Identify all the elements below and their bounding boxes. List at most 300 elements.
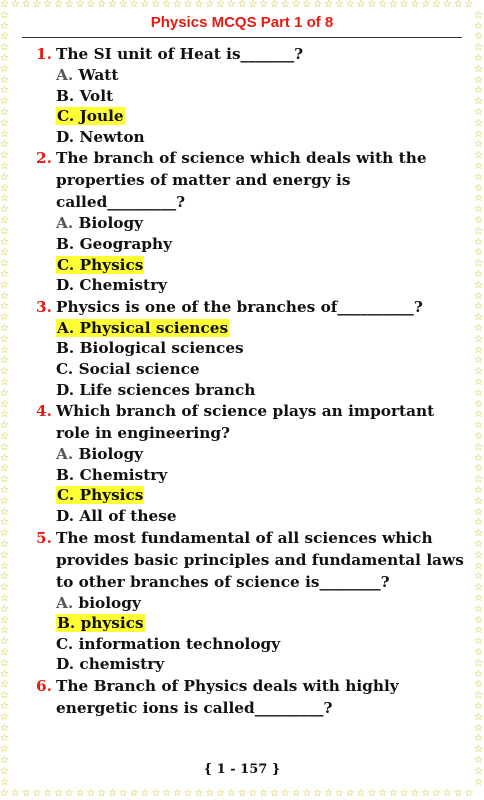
border-star-icon: ☆ [453,0,463,10]
border-star-icon: ☆ [474,539,483,550]
border-star-icon: ☆ [32,0,42,10]
border-star-icon: ☆ [0,431,9,442]
border-star-icon: ☆ [0,679,9,691]
border-star-icon: ☆ [474,711,483,723]
border-star-icon: ☆ [474,582,483,594]
option-label: D. [56,127,75,146]
option-text: Biology [78,445,144,464]
option-text: biology [78,593,141,612]
border-star-icon: ☆ [474,312,483,324]
option-label: D. [56,655,75,674]
border-star-icon: ☆ [151,788,161,799]
border-star-icon: ☆ [0,788,9,799]
question-text [32,527,468,593]
border-star-icon: ☆ [248,788,258,799]
border-star-icon: ☆ [474,420,483,432]
border-star-icon: ☆ [21,788,31,799]
option-content [56,655,164,673]
option-label: C. [57,107,75,126]
border-star-icon: ☆ [474,290,483,302]
answer-option [32,338,468,359]
border-star-icon: ☆ [0,323,9,334]
border-star-icon: ☆ [0,614,9,626]
border-star-icon: ☆ [216,0,225,10]
page [14,10,470,790]
border-star-icon: ☆ [0,420,9,432]
border-star-icon: ☆ [442,788,452,799]
border-star-icon: ☆ [97,0,107,10]
border-star-icon: ☆ [248,0,258,10]
border-star-icon: ☆ [313,0,323,10]
option-label: D. [56,380,75,399]
border-star-icon: ☆ [0,301,9,313]
question-text [32,400,468,444]
border-star-icon: ☆ [226,0,236,10]
border-star-icon: ☆ [0,647,9,658]
border-star-icon: ☆ [0,485,9,496]
border-star-icon: ☆ [183,788,193,799]
border-star-icon: ☆ [0,733,9,745]
border-star-icon: ☆ [399,788,409,799]
border-star-icon: ☆ [0,31,9,43]
border-star-icon: ☆ [0,571,9,583]
border-star-icon: ☆ [86,0,96,10]
option-text: Physics [79,255,144,274]
option-label: C. [57,486,75,505]
question-body: The Branch of Physics deals with highly energetic ions is called_________? [56,676,399,717]
border-star-icon: ☆ [474,96,483,108]
border-star-icon: ☆ [0,53,9,64]
option-text: Physics [79,486,144,505]
border-star-icon: ☆ [474,636,483,648]
option-label: A. [56,593,74,612]
border-star-icon: ☆ [378,788,387,799]
border-star-icon: ☆ [0,776,9,788]
option-label: C. [57,255,75,274]
border-star-icon: ☆ [345,0,355,10]
border-star-icon: ☆ [313,788,323,799]
border-star-icon: ☆ [474,701,483,712]
option-text: Watt [78,66,119,84]
page-number: { 1 - 157 } [203,762,281,777]
border-star-icon: ☆ [0,701,9,712]
border-star-icon: ☆ [0,495,9,507]
border-star-icon: ☆ [474,247,483,259]
question-list [32,43,468,719]
border-star-icon: ☆ [0,398,9,410]
border-star-icon: ☆ [118,788,128,799]
correct-answer-option [32,255,468,276]
border-star-icon: ☆ [0,236,9,248]
border-star-icon: ☆ [0,722,9,734]
border-star-icon: ☆ [474,128,483,140]
border-star-icon: ☆ [0,215,9,226]
border-star-icon: ☆ [162,0,171,10]
border-star-icon: ☆ [75,0,85,10]
border-star-icon: ☆ [64,788,74,799]
border-star-icon: ☆ [474,571,483,583]
border-star-icon: ☆ [151,0,161,10]
option-label: B. [56,339,75,358]
border-star-icon: ☆ [0,636,9,648]
border-star-icon: ☆ [474,63,483,75]
border-star-icon: ☆ [334,788,344,799]
border-star-icon: ☆ [474,301,483,313]
option-content [56,466,167,484]
border-star-icon: ☆ [270,0,279,10]
option-label: B. [56,234,75,253]
border-star-icon: ☆ [474,204,483,216]
option-label: B. [57,614,76,633]
border-star-icon: ☆ [129,0,139,10]
question-text [32,296,468,318]
border-star-icon: ☆ [118,0,128,10]
border-star-icon: ☆ [0,603,9,615]
question-number: 6. [36,676,52,695]
border-star-icon: ☆ [474,182,483,194]
border-star-icon: ☆ [0,279,9,291]
border-star-icon: ☆ [237,788,247,799]
border-star-icon: ☆ [356,0,366,10]
border-star-icon: ☆ [0,107,9,118]
border-star-icon: ☆ [410,788,420,799]
border-star-icon: ☆ [0,290,9,302]
border-star-icon: ☆ [474,765,483,777]
border-star-icon: ☆ [474,74,483,86]
question-item [32,675,468,719]
border-star-icon: ☆ [324,788,333,799]
border-star-icon: ☆ [474,744,483,756]
border-star-icon: ☆ [0,549,9,561]
border-star-icon: ☆ [0,506,9,518]
border-star-icon: ☆ [367,0,377,10]
option-text: Social science [78,359,200,378]
border-star-icon: ☆ [474,517,483,529]
border-star-icon: ☆ [0,582,9,594]
border-star-icon: ☆ [0,409,9,421]
border-star-icon: ☆ [474,593,483,604]
border-star-icon: ☆ [0,312,9,324]
border-star-icon: ☆ [205,0,215,10]
border-star-icon: ☆ [0,344,9,356]
border-star-icon: ☆ [474,560,483,572]
border-star-icon: ☆ [0,593,9,604]
border-star-icon: ☆ [259,0,269,10]
border-star-icon: ☆ [10,788,20,799]
option-text: Joule [79,107,124,126]
border-star-icon: ☆ [194,788,204,799]
border-star-icon: ☆ [54,0,63,10]
border-star-icon: ☆ [474,495,483,507]
border-star-icon: ☆ [474,20,483,32]
border-star-icon: ☆ [0,74,9,86]
border-star-icon: ☆ [0,161,9,172]
page-title: Physics MCQS Part 1 of 8 [150,14,334,31]
border-star-icon: ☆ [474,409,483,421]
answer-option [32,444,468,465]
border-star-icon: ☆ [0,225,9,237]
option-text: physics [80,614,144,633]
border-star-icon: ☆ [64,0,74,10]
option-text: information technology [78,634,281,653]
border-star-icon: ☆ [474,85,483,97]
answer-option [32,234,468,255]
answer-option [32,654,468,675]
border-star-icon: ☆ [0,517,9,529]
border-star-icon: ☆ [474,107,483,118]
border-star-icon: ☆ [474,398,483,410]
border-star-icon: ☆ [474,193,483,205]
border-star-icon: ☆ [0,355,9,367]
option-content [56,360,200,378]
border-star-icon: ☆ [0,96,9,108]
border-star-icon: ☆ [367,788,377,799]
border-star-icon: ☆ [108,0,117,10]
border-star-icon: ☆ [43,0,53,10]
question-body: The most fundamental of all sciences which provides basic principles and fundamental laws to other branches of science is________? [56,528,464,591]
option-text: Biology [78,214,144,233]
border-star-icon: ☆ [0,9,9,21]
border-star-icon: ☆ [378,0,387,10]
border-star-icon: ☆ [474,431,483,442]
border-star-icon: ☆ [474,53,483,64]
border-star-icon: ☆ [474,42,483,54]
question-text [32,147,468,213]
option-label: A. [56,214,74,233]
border-star-icon: ☆ [0,258,9,270]
option-text: Newton [79,127,145,146]
option-content [56,276,167,294]
border-star-icon: ☆ [0,204,9,216]
border-star-icon: ☆ [0,528,9,540]
border-star-icon: ☆ [474,463,483,475]
border-star-icon: ☆ [345,788,355,799]
option-content [56,66,118,84]
border-star-icon: ☆ [464,0,474,10]
option-text: All of these [79,506,177,525]
border-star-icon: ☆ [140,0,150,10]
border-star-icon: ☆ [0,441,9,453]
border-star-icon: ☆ [0,463,9,475]
option-label: D. [56,506,75,525]
border-star-icon: ☆ [270,788,279,799]
border-star-icon: ☆ [0,128,9,140]
border-star-icon: ☆ [432,788,441,799]
border-star-icon: ☆ [0,117,9,129]
option-content [56,594,141,612]
border-star-icon: ☆ [334,0,344,10]
border-star-icon: ☆ [474,679,483,691]
border-star-icon: ☆ [0,657,9,669]
border-star-icon: ☆ [399,0,409,10]
border-star-icon: ☆ [474,323,483,334]
option-label: A. [56,445,74,464]
border-star-icon: ☆ [0,193,9,205]
border-star-icon: ☆ [0,333,9,345]
border-star-icon: ☆ [474,333,483,345]
answer-option [32,213,468,234]
option-content [56,214,143,232]
question-number: 4. [36,402,52,421]
border-star-icon: ☆ [474,269,483,280]
border-star-icon: ☆ [474,31,483,43]
option-text: Geography [79,234,172,253]
correct-answer-option [32,106,468,127]
question-number: 3. [36,297,52,316]
border-star-icon: ☆ [21,0,31,10]
border-star-icon: ☆ [194,0,204,10]
border-star-icon: ☆ [474,171,483,183]
border-star-icon: ☆ [388,788,398,799]
option-label: C. [56,634,74,653]
border-star-icon: ☆ [0,269,9,280]
border-star-icon: ☆ [172,788,182,799]
question-body: The branch of science which deals with the properties of matter and energy is called_________? [56,149,427,212]
border-star-icon: ☆ [302,0,312,10]
border-star-icon: ☆ [432,0,441,10]
border-star-icon: ☆ [259,788,269,799]
option-label: B. [56,86,75,105]
border-star-icon: ☆ [474,603,483,615]
border-star-icon: ☆ [291,788,301,799]
border-star-icon: ☆ [474,117,483,129]
border-star-icon: ☆ [108,788,117,799]
border-star-icon: ☆ [474,549,483,561]
border-star-icon: ☆ [0,42,9,54]
border-star-icon: ☆ [75,788,85,799]
border-star-icon: ☆ [0,765,9,777]
option-text: Biological sciences [79,339,244,358]
option-content [56,107,125,125]
border-star-icon: ☆ [0,139,9,151]
option-content [56,256,144,274]
border-star-icon: ☆ [0,711,9,723]
answer-option [32,634,468,655]
border-star-icon: ☆ [474,258,483,270]
border-star-icon: ☆ [0,387,9,399]
question-number: 1. [36,45,52,63]
border-star-icon: ☆ [474,506,483,518]
border-star-icon: ☆ [172,0,182,10]
border-star-icon: ☆ [0,377,9,388]
border-star-icon: ☆ [474,668,483,680]
correct-answer-option [32,485,468,506]
border-star-icon: ☆ [474,625,483,637]
correct-answer-option [32,318,468,339]
border-star-icon: ☆ [474,690,483,702]
question-body: Which branch of science plays an important role in engineering? [56,402,435,443]
border-star-icon: ☆ [474,139,483,151]
border-star-icon: ☆ [129,788,139,799]
option-text: Volt [79,86,114,105]
border-star-icon: ☆ [474,377,483,388]
question-item [32,147,468,295]
border-star-icon: ☆ [280,0,290,10]
border-star-icon: ☆ [453,788,463,799]
border-star-icon: ☆ [0,0,9,10]
question-text [32,43,468,65]
border-star-icon: ☆ [474,485,483,496]
correct-answer-option [32,613,468,634]
option-content [56,635,280,653]
option-content [56,614,145,632]
option-content [56,507,177,525]
option-content [56,486,144,504]
border-star-icon: ☆ [97,788,107,799]
border-star-icon: ☆ [216,788,225,799]
border-star-icon: ☆ [32,788,42,799]
border-star-icon: ☆ [474,215,483,226]
border-star-icon: ☆ [205,788,215,799]
border-star-icon: ☆ [474,722,483,734]
question-body: Physics is one of the branches of__________? [56,297,423,316]
border-star-icon: ☆ [474,452,483,464]
border-star-icon: ☆ [474,9,483,21]
option-content [56,445,143,463]
border-star-icon: ☆ [388,0,398,10]
border-star-icon: ☆ [474,657,483,669]
border-star-icon: ☆ [0,625,9,637]
border-star-icon: ☆ [0,171,9,183]
option-label: B. [56,465,75,484]
border-star-icon: ☆ [464,788,474,799]
border-star-icon: ☆ [474,236,483,248]
border-star-icon: ☆ [421,788,431,799]
border-star-icon: ☆ [474,528,483,540]
border-star-icon: ☆ [474,355,483,367]
border-star-icon: ☆ [86,788,96,799]
option-text: Chemistry [79,276,168,295]
question-item [32,296,468,400]
title-divider [22,37,462,38]
border-star-icon: ☆ [356,788,366,799]
border-star-icon: ☆ [226,788,236,799]
border-star-icon: ☆ [0,668,9,680]
option-label: A. [56,66,74,84]
border-star-icon: ☆ [474,474,483,486]
border-star-icon: ☆ [183,0,193,10]
option-text: Life sciences branch [79,380,256,399]
option-content [56,235,172,253]
border-star-icon: ☆ [0,366,9,378]
border-star-icon: ☆ [0,247,9,259]
border-star-icon: ☆ [0,474,9,486]
answer-option [32,65,468,86]
border-star-icon: ☆ [474,733,483,745]
border-star-icon: ☆ [474,161,483,172]
border-star-icon: ☆ [474,150,483,162]
border-star-icon: ☆ [0,690,9,702]
border-star-icon: ☆ [0,20,9,32]
option-label: A. [57,318,75,337]
option-label: D. [56,276,75,295]
option-content [56,339,244,357]
border-star-icon: ☆ [0,150,9,162]
option-text: Chemistry [79,465,168,484]
border-star-icon: ☆ [0,63,9,75]
question-number: 5. [36,528,52,547]
border-star-icon: ☆ [162,788,171,799]
answer-option [32,506,468,527]
border-star-icon: ☆ [0,452,9,464]
border-star-icon: ☆ [474,225,483,237]
answer-option [32,593,468,614]
answer-option [32,380,468,401]
border-star-icon: ☆ [0,755,9,766]
question-text [32,675,468,719]
border-star-icon: ☆ [291,0,301,10]
border-star-icon: ☆ [0,539,9,550]
